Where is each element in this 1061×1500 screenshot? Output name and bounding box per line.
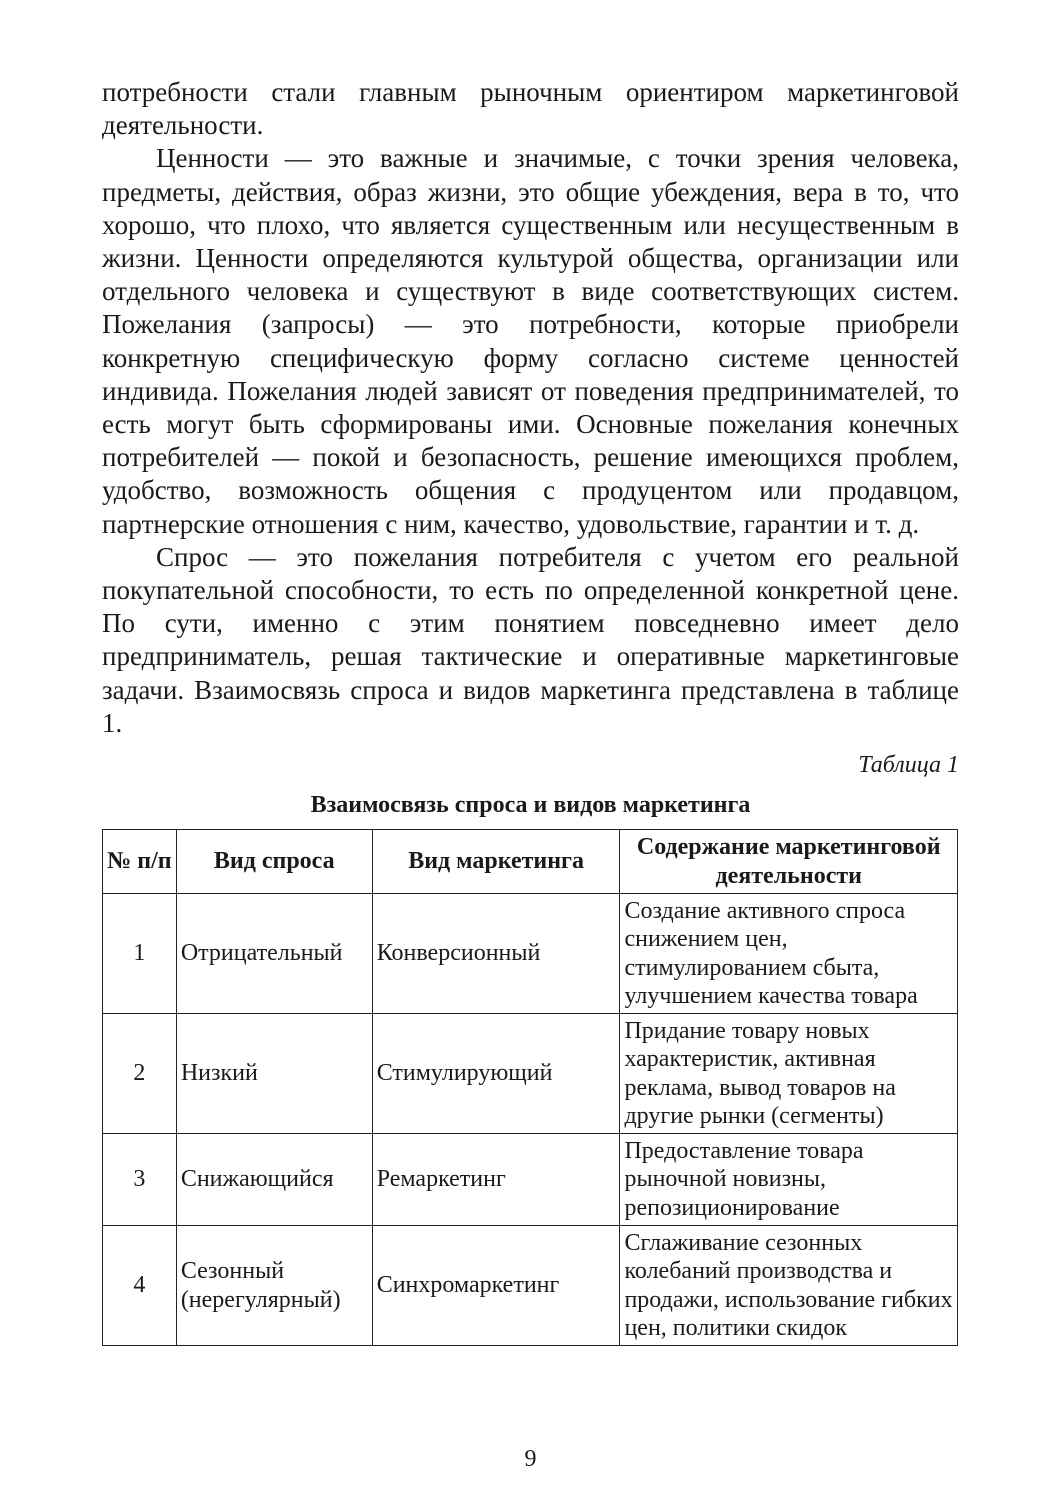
table-row [103, 1226, 958, 1346]
page-body [102, 76, 959, 1346]
demand-marketing-table [102, 829, 958, 1346]
table-label: Таблица 1 [858, 752, 959, 779]
table-row [103, 894, 958, 1014]
cell-content: Придание товару новых характеристик, активная реклама, вывод товаров на другие рынки (сегменты) [620, 1014, 958, 1134]
table-row [103, 1134, 958, 1226]
cell-num: 3 [103, 1134, 177, 1226]
cell-marketing: Синхромаркетинг [372, 1226, 620, 1346]
cell-content: Предоставление товара рыночной новизны, репозиционирование [620, 1134, 958, 1226]
cell-demand: Снижающийся [176, 1134, 372, 1226]
paragraph-2: Ценности — это важные и значимые, с точки зрения человека, предметы, действия, образ жизни, это общие убеждения, вера в то, что хорошо, что плохо, что является существенным или несущественным в жизни. Ценности определяются культурой общества, организации или отдельного человека и существуют в виде соответствующих систем. Пожелания (запросы) — это потребности, которые приобрели конкретную специфическую форму согласно системе ценностей индивида. Пожелания людей зависят от поведения предпринимателей, то есть могут быть сформированы ими. Основные пожелания конечных потребителей — покой и безопасность, решение имеющихся проблем, удобство, возможность общения с продуцентом или продавцом, партнерские отношения с ним, качество, удовольствие, гарантии и т. д. [102, 143, 959, 539]
paragraph-1: потребности стали главным рыночным ориентиром маркетинговой деятельности. [102, 77, 959, 141]
paragraph-3: Спрос — это пожелания потребителя с учетом его реальной покупательной способности, то есть по определенной конкретной цене. По сути, именно с этим понятием повседневно имеет дело предприниматель, решая тактические и оперативные маркетинговые задачи. Взаимосвязь спроса и видов маркетинга представлена в таблице 1. [102, 541, 959, 738]
cell-marketing: Конверсионный [372, 894, 620, 1014]
page-number: 9 [524, 1446, 537, 1472]
cell-content: Создание активного спроса снижением цен, стимулированием сбыта, улучшением качества товара [620, 894, 958, 1014]
header-content: Содержание маркетинговой деятельности [620, 830, 958, 894]
header-num: № п/п [103, 830, 177, 894]
table-title: Взаимосвязь спроса и видов маркетинга [310, 792, 751, 819]
cell-demand: Сезонный (нерегулярный) [176, 1226, 372, 1346]
header-marketing: Вид маркетинга [372, 830, 620, 894]
table-row [103, 1014, 958, 1134]
cell-content: Сглаживание сезонных колебаний производства и продажи, использование гибких цен, политики скидок [620, 1226, 958, 1346]
cell-demand: Отрицательный [176, 894, 372, 1014]
cell-marketing: Ремаркетинг [372, 1134, 620, 1226]
cell-marketing: Стимулирующий [372, 1014, 620, 1134]
cell-num: 2 [103, 1014, 177, 1134]
header-demand: Вид спроса [176, 830, 372, 894]
cell-num: 1 [103, 894, 177, 1014]
cell-num: 4 [103, 1226, 177, 1346]
cell-demand: Низкий [176, 1014, 372, 1134]
table-header-row [103, 830, 958, 894]
